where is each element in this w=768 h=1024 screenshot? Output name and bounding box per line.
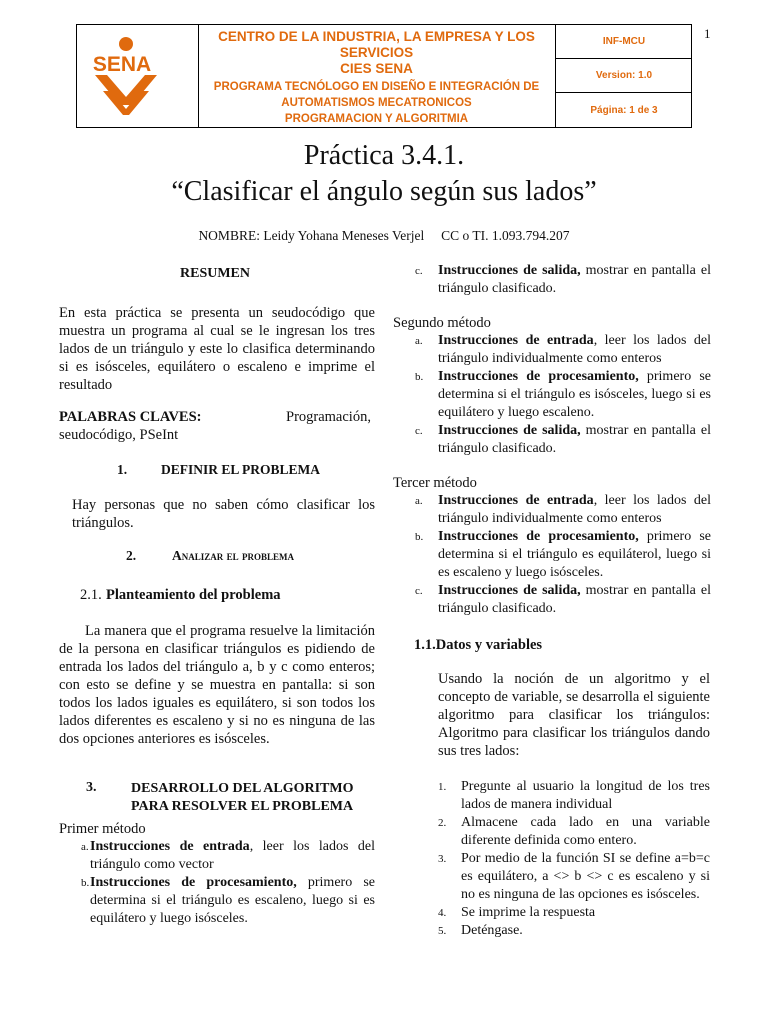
method1-list (59, 838, 375, 928)
list-item: a. Instrucciones de entrada, leer los lados del triángulo individualmente como enteros (415, 493, 711, 526)
list-item: b. Instrucciones de procesamiento, primero se determina si el triángulo es escaleno, luego si es equilátero y luego isósceles. (81, 875, 375, 926)
section11-body: Usando la noción de un algoritmo y el concepto de variable, se desarrolla el siguiente algoritmo para clasificar los triángulos: Algoritmo para clasificar los triángulos dando sus tres lados: (438, 671, 710, 759)
document-header (76, 24, 692, 128)
method2-label: Segundo método (393, 315, 491, 331)
doc-version: Version: 1.0 (556, 59, 692, 93)
doc-code: INF-MCU (556, 25, 692, 59)
section3-number: 3. (86, 780, 97, 795)
keywords-label: PALABRAS CLAVES: (59, 409, 202, 425)
list-item: 1. Pregunte al usuario la longitud de los tres lados de manera individual (438, 779, 710, 812)
method3-list (393, 492, 711, 618)
method3-label: Tercer método (393, 475, 477, 491)
algorithm-steps (438, 778, 710, 940)
list-item: b. Instrucciones de procesamiento, primero se determina si el triángulo es equiláterol, luego si es escaleno y luego isósceles. (415, 529, 711, 580)
resumen-heading: RESUMEN (180, 266, 251, 281)
list-item: 5. Deténgase. (438, 923, 523, 938)
method1-label: Primer método (59, 821, 146, 837)
section21-body: La manera que el programa resuelve la limitación de la persona en clasificar triángulos es pidiendo de entrada los lados del triángulo a, b y c como enteros; con esto se define y se muestra en pantalla: si son todos los lados iguales es equilátero, si son todos los lados diferentes es escaleno y si no es ninguna de las dos opciones anteriores es isósceles. (59, 623, 375, 747)
doc-page: Página: 1 de 3 (590, 104, 658, 116)
section3-title: DESARROLLO DEL ALGORITMO PARA RESOLVER EL PROBLEMA (131, 781, 354, 814)
section1-body: Hay personas que no saben cómo clasificar los triángulos. (72, 497, 375, 531)
section2-title: Analizar el problema (172, 548, 295, 563)
list-item: a. Instrucciones de entrada, leer los lados del triángulo individualmente como enteros (415, 333, 711, 366)
keywords-value-2: seudocódigo, PSeInt (59, 427, 179, 443)
logo-text: SENA (92, 53, 152, 76)
list-item: c. Instrucciones de salida, mostrar en pantalla el triángulo clasificado. (415, 263, 711, 296)
program-title: PROGRAMA TECNÓLOGO EN DISEÑO E INTEGRACIÓN DE AUTOMATISMOS MECATRONICOS PROGRAMACION Y ALGORITMIA (213, 81, 540, 125)
institution-title: CENTRO DE LA INDUSTRIA, LA EMPRESA Y LOS SERVICIOS CIES SENA (218, 29, 535, 76)
method2-list (393, 332, 711, 458)
logo-cell (77, 25, 199, 127)
list-item: 3. Por medio de la función SI se define a=b=c es equilátero, a <> b <> c es escaleno y si no es ninguna de las opciones es isósceles. (438, 851, 710, 902)
document-control-column (555, 25, 692, 127)
list-item: a. Instrucciones de entrada, leer los lados del triángulo como vector (81, 839, 375, 872)
section2-number: 2. (126, 548, 137, 563)
resumen-body: En esta práctica se presenta un seudocódigo que muestra un programa al cual se le ingresan los tres lados de un triángulo y este lo clasifica determinando si es isósceles, equilátero o escaleno e imprime el resultado (59, 305, 375, 393)
list-item: 4. Se imprime la respuesta (438, 905, 596, 920)
list-item: c. Instrucciones de salida, mostrar en pantalla el triángulo clasificado. (415, 583, 711, 616)
section21-title: Planteamiento del problema (106, 587, 281, 603)
section21-number: 2.1. (80, 587, 102, 603)
list-item: 2. Almacene cada lado en una variable diferente definida como entero. (438, 815, 710, 848)
section1-number: 1. (117, 462, 128, 477)
page-subtitle: “Clasificar el ángulo según sus lados” (171, 176, 597, 207)
method1-list-cont (393, 262, 711, 298)
page-number: 1 (704, 26, 711, 41)
section11-title: 1.1.Datos y variables (414, 637, 543, 653)
keywords-value: Programación, (286, 409, 371, 425)
page-title: Práctica 3.4.1. (303, 140, 465, 171)
author-line: NOMBRE: Leidy Yohana Meneses Verjel CC o TI. 1.093.794.207 (198, 228, 570, 243)
section1-title: DEFINIR EL PROBLEMA (161, 462, 321, 477)
list-item: b. Instrucciones de procesamiento, primero se determina si el triángulo es isósceles, luego si es equilátero y luego escaleno. (415, 369, 711, 420)
sena-logo-icon (77, 25, 198, 127)
list-item: c. Instrucciones de salida, mostrar en pantalla el triángulo clasificado. (415, 423, 711, 456)
